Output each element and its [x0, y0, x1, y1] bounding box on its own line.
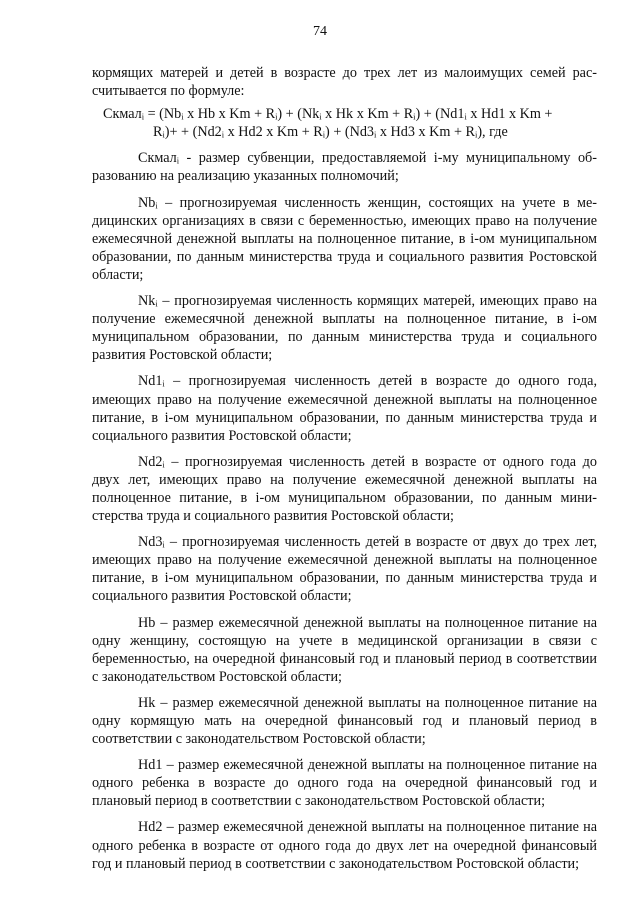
definition-hk: Hk – размер ежемесячной денежной выплаты на полноценное питание на одну кормящую мать на очередной финансовый год и плановый период в соответствии с законодательством Ростовской области;: [92, 694, 597, 748]
formula-line-1: Скмалᵢ = (Nbᵢ х Hb х Km + Rᵢ) + (Nkᵢ х Hk х Km + Rᵢ) + (Nd1ᵢ х Hd1 х Km +: [103, 106, 553, 123]
definition-nb: Nbᵢ – прогнозируемая численность женщин, состоящих на учете в медицинских организациях в связи с беременностью, имеющих право на получение ежемесячной денежной выплаты на полноценное питание, в i-ом муниципальном образовании, по данным министерства труда и социального развития Ростовской области;: [92, 194, 597, 283]
page-number: 74: [313, 24, 327, 39]
definition-hd2: Hd2 – размер ежемесячной денежной выплаты на полноценное питание на одного ребенка в возрасте от одного года до двух лет на очередной финансовый год и плановый период в соответствии с законодательством Ростовской области;: [92, 819, 597, 872]
definition-nk: Nkᵢ – прогнозируемая численность кормящих матерей, имеющих право на получение ежемесячной денежной выплаты на полноценное питание, в i-ом муниципальном образовании, по данным министерства труда и социального развития Ростовской области;: [92, 293, 597, 364]
definition-skmal: Скмалᵢ - размер субвенции, предоставляемой i-му муниципальному образованию на реализацию указанных полномочий;: [92, 150, 597, 185]
definition-nd2: Nd2ᵢ – прогнозируемая численность детей в возрасте от одного года до двух лет, имеющих право на получение ежемесячной денежной выплаты на полноценное питание, в i-ом муниципальном образовании, по данным министерства труда и социального развития Ростовской области;: [92, 453, 597, 525]
definition-nd1: Nd1ᵢ – прогнозируемая численность детей в возрасте до одного года, имеющих право на получение ежемесячной денежной выплаты на полноценное питание, в i-ом муниципальном образовании, по данным министерства труда и социального развития Ростовской области;: [92, 373, 597, 444]
definition-nd3: Nd3ᵢ – прогнозируемая численность детей в возрасте от двух до трех лет, имеющих право на получение ежемесячной денежной выплаты на полноценное питание, в i-ом муниципальном образовании, по данным министерства труда и социального развития Ростовской области;: [92, 534, 597, 605]
formula-line-2: Rᵢ)+ + (Nd2ᵢ х Hd2 х Km + Rᵢ) + (Nd3ᵢ х Hd3 х Km + Rᵢ), где: [153, 124, 508, 141]
page-body: [92, 64, 597, 873]
intro-paragraph: кормящих матерей и детей в возрасте до трех лет из малоимущих семей рассчитывается по формуле:: [92, 65, 597, 100]
definition-hd1: Hd1 – размер ежемесячной денежной выплаты на полноценное питание на одного ребенка в возрасте до одного года на очередной финансовый год и плановый период в соответствии с законодательством Ростовской области;: [92, 757, 597, 810]
definition-hb: Hb – размер ежемесячной денежной выплаты на полноценное питание на одну женщину, состоящую на учете в медицинской организации в связи с беременностью, на очередной финансовый год и плановый период в соответствии с законодательством Ростовской области;: [92, 614, 597, 685]
